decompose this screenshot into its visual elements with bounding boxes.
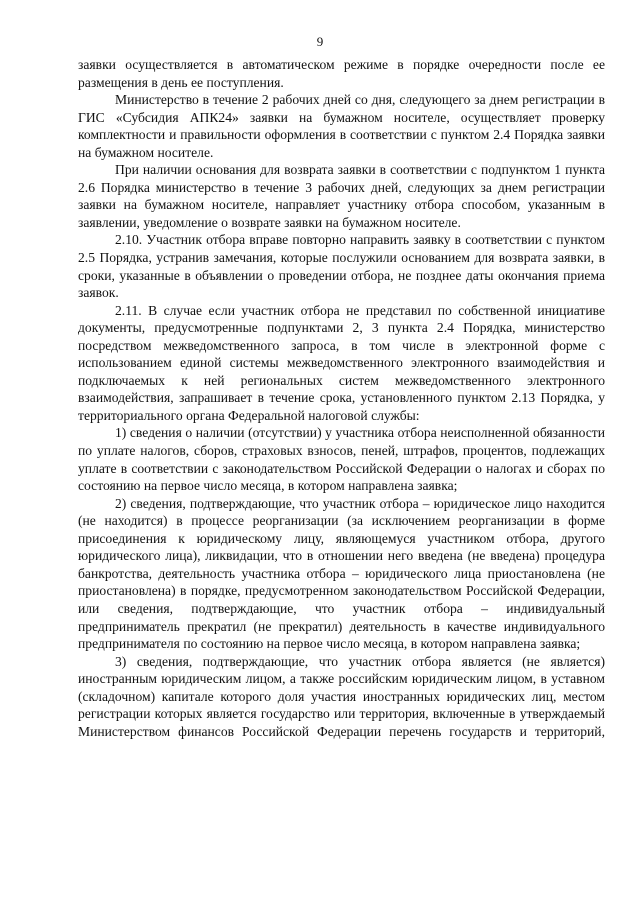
document-body <box>78 56 605 740</box>
paragraph-return-grounds: При наличии основания для возврата заявки в соответствии с подпунктом 1 пункта 2.6 Порядка министерство в течение 3 рабочих дней, следующих за днем регистрации заявки на бумажном носителе, направляет участнику отбора способом, указанным в заявлении, уведомление о возврате заявки на бумажном носителе. <box>78 162 605 230</box>
paragraph-2-11: 2.11. В случае если участник отбора не представил по собственной инициативе документы, предусмотренные подпунктами 2, 3 пункта 2.4 Порядка, министерство посредством межведомственного запроса, в том числе в электронной форме с использованием единой системы межведомственного электронного взаимодействия и подключаемых к ней региональных систем межведомственного электронного взаимодействия, запрашивает в течение срока, установленного пунктом 2.13 Порядка, у территориального органа Федеральной налоговой службы: <box>78 302 605 423</box>
paragraph-item-1: 1) сведения о наличии (отсутствии) у участника отбора неисполненной обязанности по уплате налогов, сборов, страховых взносов, пеней, штрафов, процентов, подлежащих уплате в соответствии с законодательством Российской Федерации о налогах и сборах по состоянию на первое число месяца, в котором направлена заявка; <box>78 425 605 494</box>
paragraph-item-3: 3) сведения, подтверждающие, что участник отбора является (не является) иностранным юридическим лицом, а также российским юридическим лицом, в уставном (складочном) капитале которого доля участия иностранных юридических лиц, местом регистрации которых является государство или территория, включенные в утверждаемый Министерством финансов Российской Федерации перечень государств и территорий, <box>78 653 605 739</box>
paragraph-item-2: 2) сведения, подтверждающие, что участник отбора – юридическое лицо находится (не находится) в процессе реорганизации (за исключением реорганизации в форме присоединения к юридическому лицу, являющемуся участником отбора, другого юридического лица), ликвидации, что в отношении него введена (не введена) процедура банкротства, деятельность участника отбора – юридического лица приостановлена (не приостановлена) в порядке, предусмотренном законодательством Российской Федерации, или сведения, подтверждающие, что участник отбора – индивидуальный предприниматель прекратил (не прекратил) деятельность в качестве индивидуального предпринимателя по состоянию на первое число месяца, в котором направлена заявка; <box>78 495 605 652</box>
paragraph-ministry-check: Министерство в течение 2 рабочих дней со дня, следующего за днем регистрации в ГИС «Субсидия АПК24» заявки на бумажном носителе, осуществляет проверку комплектности и правильности оформления в соответствии с пунктом 2.4 Порядка заявки на бумажном носителе. <box>78 92 605 160</box>
paragraph-2-10: 2.10. Участник отбора вправе повторно направить заявку в соответствии с пунктом 2.5 Порядка, устранив замечания, которые послужили основанием для возврата заявки, в сроки, указанные в объявлении о проведении отбора, не позднее даты окончания приема заявок. <box>78 232 605 301</box>
page-number: 9 <box>316 34 324 49</box>
paragraph-continuation: заявки осуществляется в автоматическом режиме в порядке очередности после ее размещения в день ее поступления. <box>78 57 605 90</box>
